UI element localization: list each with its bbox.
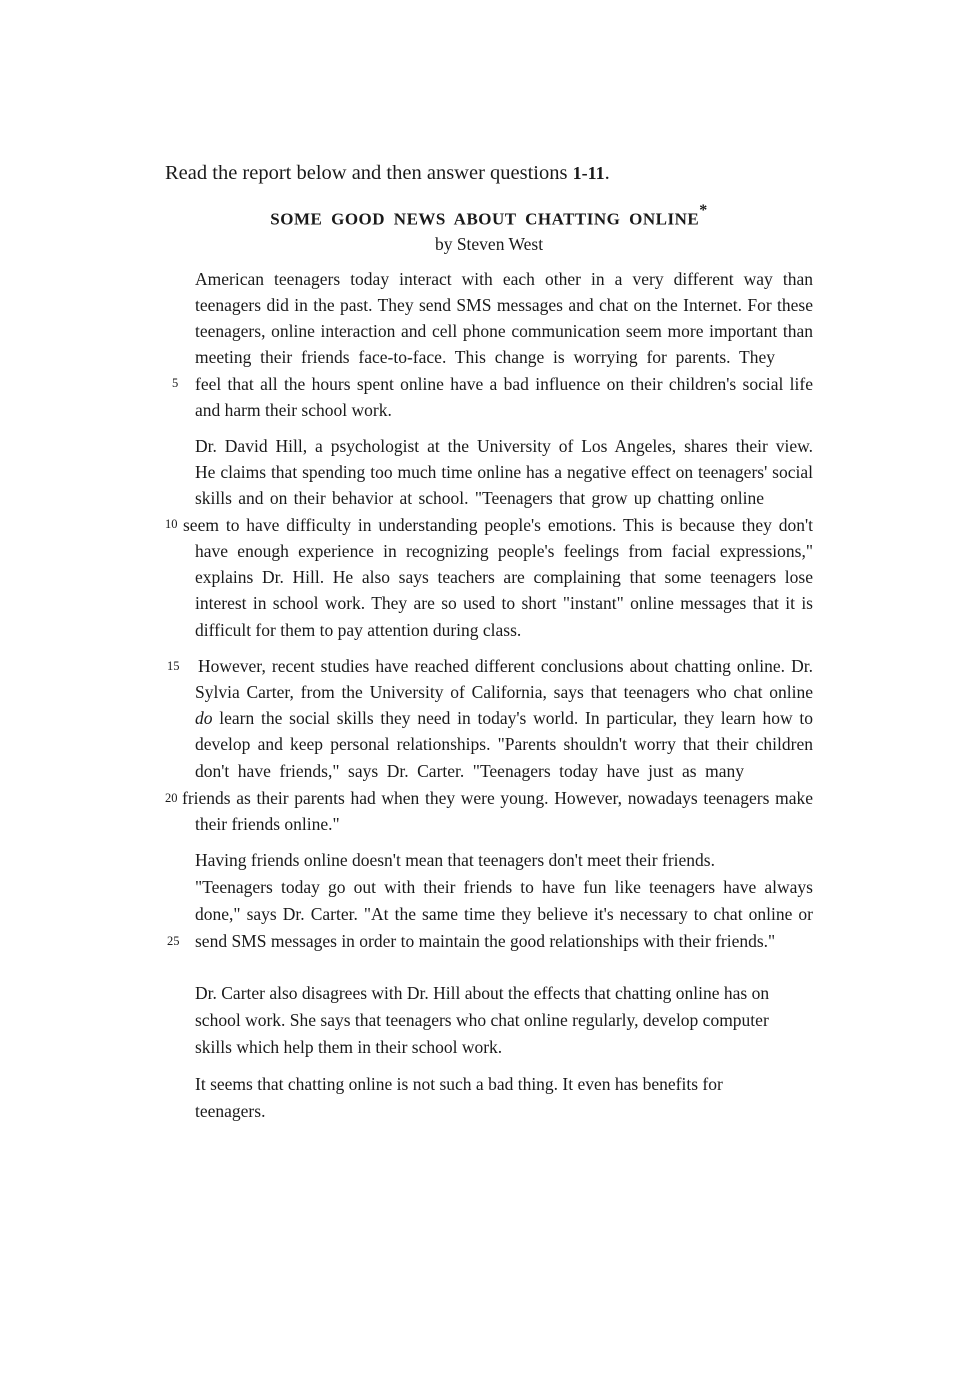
text-line: He claims that spending too much time online has a negative effect on teenagers' social [195, 462, 813, 482]
text-line: school work. She says that teenagers who chat online regularly, develop computer [195, 1010, 769, 1030]
emphasis-word: do [195, 708, 213, 728]
text-line: Sylvia Carter, from the University of California, says that teenagers who chat online [195, 682, 813, 702]
line-number: 25 [167, 934, 180, 948]
line-number: 5 [172, 376, 179, 390]
text-line: Having friends online doesn't mean that teenagers don't meet their friends. [195, 850, 715, 870]
article-title [0, 202, 978, 230]
question-range: 1-11 [572, 163, 605, 183]
text-line-content: learn the social skills they need in today's world. In particular, they learn how to [219, 708, 813, 728]
text-line: "Teenagers today go out with their friends to have fun like teenagers have always [195, 877, 813, 897]
text-line: However, recent studies have reached different conclusions about chatting online. Dr. [198, 656, 813, 676]
instruction [165, 162, 610, 185]
text-line: friends as their parents had when they were young. However, nowadays teenagers make [182, 788, 813, 808]
text-line: Dr. David Hill, a psychologist at the University of Los Angeles, shares their view. [195, 436, 813, 456]
text-line: It seems that chatting online is not such a bad thing. It even has benefits for [195, 1074, 723, 1094]
line-number: 10 [165, 517, 178, 531]
text-line: develop and keep personal relationships. "Parents shouldn't worry that their children [195, 734, 813, 754]
article-title-text: SOME GOOD NEWS ABOUT CHATTING ONLINE [270, 209, 700, 229]
text-line: Dr. Carter also disagrees with Dr. Hill about the effects that chatting online has on [195, 983, 770, 1003]
text-line: teenagers did in the past. They send SMS messages and chat on the Internet. For these [195, 295, 813, 315]
text-line: seem to have difficulty in understanding people's emotions. This is because they don't [183, 515, 813, 535]
line-number: 20 [165, 791, 178, 805]
article-byline: by Steven West [434, 234, 544, 254]
text-line: skills which help them in their school work. [195, 1037, 503, 1057]
text-line: interest in school work. They are so used to short "instant" online messages that it is [195, 593, 813, 613]
text-line: have enough experience in recognizing people's feelings from facial expressions," [195, 541, 813, 561]
instruction-end: . [604, 162, 610, 184]
text-line: and harm their school work. [195, 400, 392, 420]
text-line: their friends online." [195, 814, 340, 834]
text-line: send SMS messages in order to maintain the good relationships with their friends." [195, 931, 776, 951]
text-line: teenagers, online interaction and cell phone communication seem more important than [195, 321, 813, 341]
text-line [195, 705, 813, 731]
text-line: teenagers. [195, 1101, 266, 1121]
instruction-text: Read the report below and then answer questions [165, 162, 573, 184]
line-number: 15 [167, 659, 180, 673]
text-line: difficult for them to pay attention during class. [195, 620, 522, 640]
text-line: American teenagers today interact with each other in a very different way than [195, 269, 813, 289]
text-line: explains Dr. Hill. He also says teachers are complaining that some teenagers lose [195, 567, 813, 587]
footnote-asterisk: * [699, 202, 708, 219]
text-line: meeting their friends face-to-face. This change is worrying for parents. They [195, 347, 775, 367]
text-line: don't have friends," says Dr. Carter. "Teenagers today have just as many [195, 761, 744, 781]
text-line: done," says Dr. Carter. "At the same time they believe it's necessary to chat online or [195, 904, 813, 924]
text-line: feel that all the hours spent online have a bad influence on their children's social life [195, 374, 813, 394]
text-line: skills and on their behavior at school. "Teenagers that grow up chatting online [195, 488, 764, 508]
